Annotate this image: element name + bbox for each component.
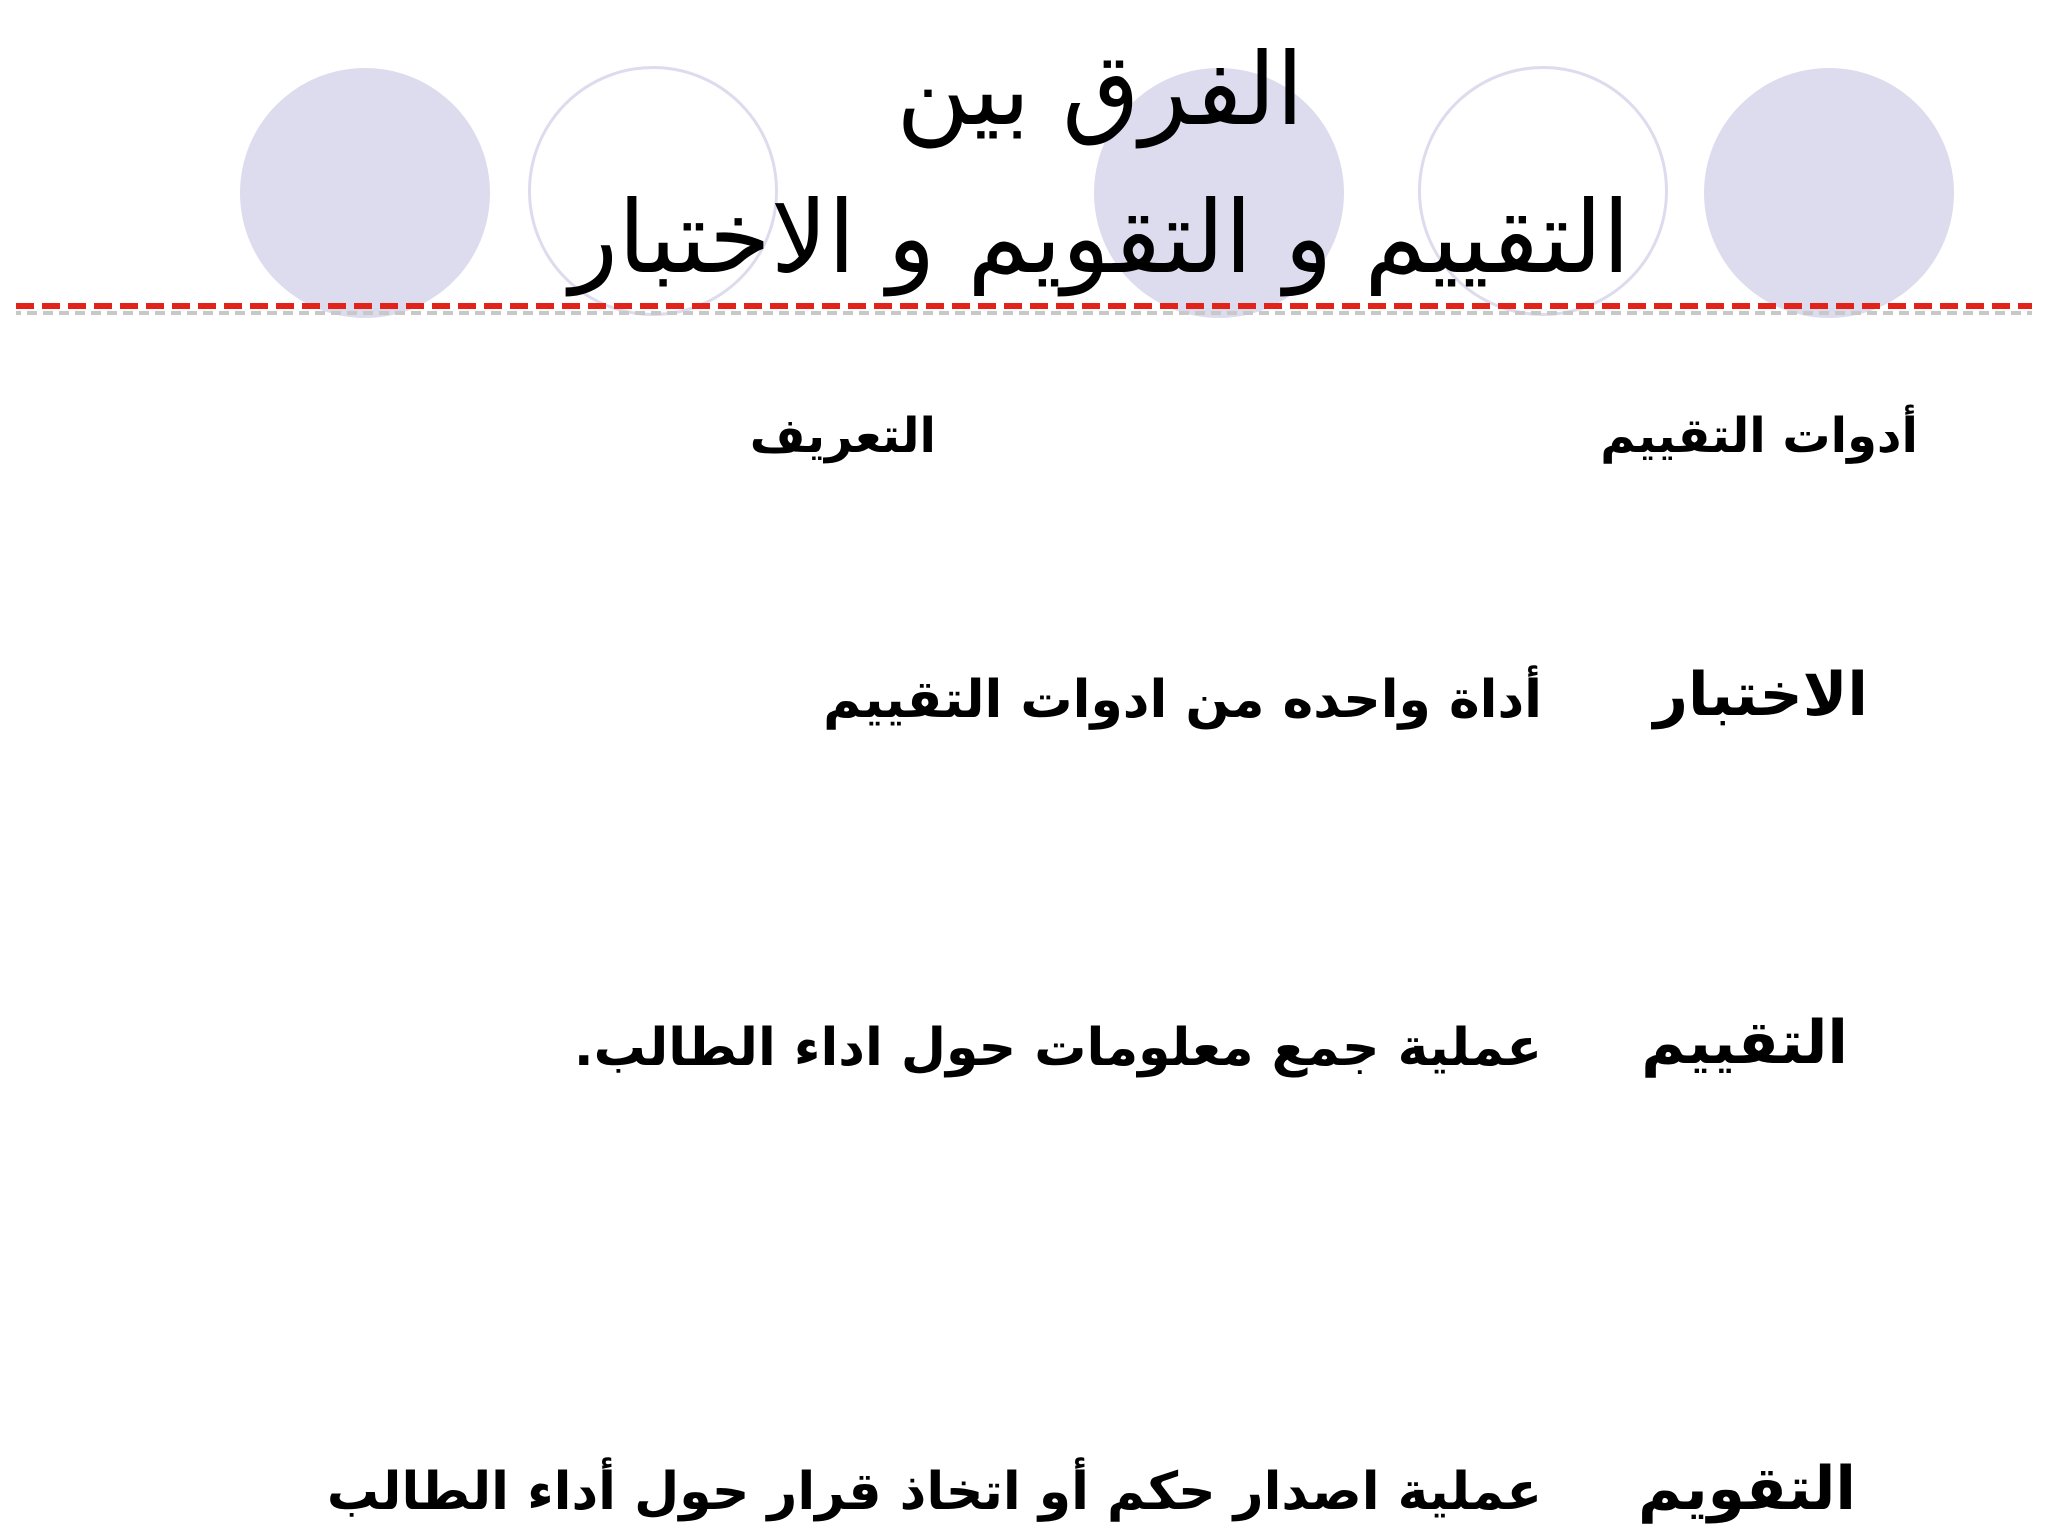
column-header-definition: التعريف xyxy=(749,408,936,464)
dashed-divider xyxy=(16,302,2032,318)
slide-title-line-2: التقييم و التقويم و الاختبار xyxy=(569,179,1631,296)
row-term: التقويم xyxy=(1638,1454,1856,1524)
column-header-tools: أدوات التقييم xyxy=(1600,408,1918,464)
row-term: التقييم xyxy=(1641,1008,1848,1078)
row-definition: عملية جمع معلومات حول اداء الطالب. xyxy=(573,1018,1542,1078)
row-definition: أداة واحده من ادوات التقييم xyxy=(823,670,1542,730)
row-term: الاختبار xyxy=(1653,660,1868,730)
slide-title-line-1: الفرق بين xyxy=(896,31,1304,148)
row-definition: عملية اصدار حكم أو اتخاذ قرار حول أداء الطالب xyxy=(326,1462,1542,1522)
